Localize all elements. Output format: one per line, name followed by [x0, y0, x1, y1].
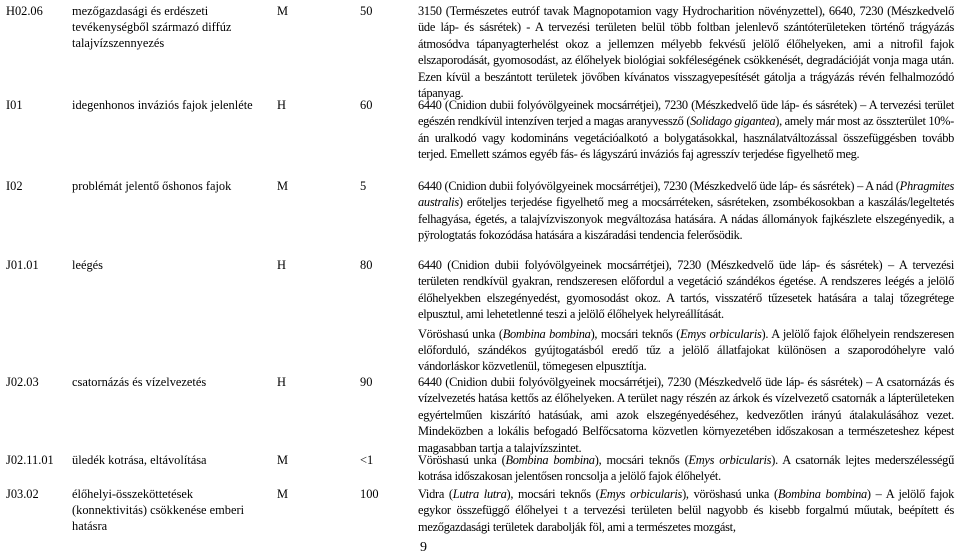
species-name: Emys orbicularis [688, 453, 772, 467]
description-paragraph [418, 3, 954, 101]
description-text: Vöröshasú unka ( [418, 453, 506, 467]
threat-name: csatornázás és vízelvezetés [72, 375, 207, 389]
threat-code: J02.11.01 [6, 453, 54, 467]
threat-code: I01 [6, 98, 23, 112]
species-name: Emys orbicularis [599, 487, 683, 501]
threat-description [418, 486, 954, 535]
description-text: 6440 (Cnidion dubii folyóvölgyeinek mocsárrétjei), 7230 (Mészkedvelő üde láp- és sásrétek) – A nád ( [418, 179, 900, 193]
description-text: ). A jelölő fajok élőhelyein rendszeresen előforduló, szándékos gyújtogatásból eredő tűz a jelölő állatfajokat különösen a szaporodóhelyre való vándorláskor közvetlenül, tömegesen elpusztítja. [418, 326, 954, 374]
threat-description [418, 3, 954, 101]
threat-code: J02.03 [6, 375, 39, 389]
threat-priority: M [277, 453, 289, 467]
species-name: Lutra lutra [452, 487, 507, 501]
description-paragraph [418, 486, 954, 535]
species-name: Phragmites australis [418, 179, 954, 210]
threat-priority: H [277, 98, 286, 112]
description-paragraph [418, 326, 954, 375]
threat-description [418, 452, 954, 485]
species-name: Bombina bombina [505, 453, 595, 467]
threat-code: I02 [6, 179, 23, 193]
description-text: ), mocsári teknős ( [506, 487, 600, 501]
description-text: ). A csatornák lejtes mederszélességű kotrása időszakosan jelentősen roncsolja a jelölő fajok élőhelyét. [418, 453, 954, 484]
threat-name: problémát jelentő őshonos fajok [72, 179, 232, 193]
description-text: ) – A jelölő fajok egykor összefüggő élőhelyei t a tervezési területen belül nagyobb és kisebb forgalmú műutak, beépített és mezőgazdasági területek darabolják föl, ami a természetes mozgást, [418, 487, 954, 534]
description-text: 3150 (Természetes eutróf tavak Magnopotamion vagy Hydrocharition növényzettel), 6640, 7230 (Mészkedvelő üde láp- és sásrétek) - A tervezési területen belül több foltban jelenlevő szántóterületeken történő trágyázás átmosódva tápanyagterhelést okoz a jellemzen mélyebb fekvésű jelölő élőhelyeken, ami a nitrofil fajok elszaporodását, gyomosodást, az élőhelyek biológiai sokféleségének csökkenését, degradációját vonja maga után. Ezen kívül a beszántott területek jövőben kívánatos visszagyepesítését gátolja a trágyázás révén felhalmozódó tápanyag. [418, 4, 954, 101]
threat-percent: 5 [360, 179, 367, 193]
description-text: ), amely már most az összterület 10%-án uralkodó vagy kodomináns vegetációalkotó a bolygatásokkal, használatváltozással összefüggésben tovább terjed. Emellett számos egyéb fás- és lágyszárú inváziós faj agresszív terjedése figyelhető meg. [418, 114, 954, 162]
description-text: 6440 (Cnidion dubii folyóvölgyeinek mocsárrétjei), 7230 (Mészkedvelő üde láp- és sásrétek) – A tervezési terület egészén rendkívül intenzíven terjed a magas aranyvessző ( [418, 98, 954, 129]
threat-percent: 50 [360, 4, 373, 18]
threat-name: idegenhonos inváziós fajok jelenléte [72, 98, 253, 112]
threat-priority: M [277, 179, 289, 193]
description-paragraph [418, 178, 954, 244]
threat-priority: H [277, 375, 286, 389]
page-number: 9 [420, 540, 427, 555]
species-name: Emys orbicularis [680, 326, 762, 341]
description-text: ), mocsári teknős ( [590, 326, 681, 341]
threat-name: élőhelyi-összeköttetések (konnektivitás) csökkenése emberi hatásra [72, 487, 245, 533]
description-paragraph [418, 257, 954, 323]
threat-name: üledék kotrása, eltávolítása [72, 453, 207, 467]
description-text: Vidra ( [418, 487, 453, 501]
species-name: Bombina bombina [777, 487, 867, 501]
threat-code: H02.06 [6, 4, 43, 18]
threat-percent: 100 [360, 487, 379, 501]
threat-priority: M [277, 4, 289, 18]
threat-name: mezőgazdasági és erdészeti tevékenységből származó diffúz talajvízszennyezés [72, 4, 232, 50]
threat-code: J01.01 [6, 258, 39, 272]
threat-description [418, 97, 954, 163]
threat-percent: <1 [360, 453, 374, 467]
description-text: ), vöröshasú unka ( [682, 487, 778, 501]
threat-description [418, 178, 954, 244]
description-text: 6440 (Cnidion dubii folyóvölgyeinek mocsárrétjei), 7230 (Mészkedvelő üde láp- és sásrétek) – A tervezési területen rendkívül gyakran, rendszeresen előfordul a vegetáció szándékos égetése. A rendszeres leégés a jelölő élőhelyekben elszegényedést, gyomosodást okoz. A tartós, visszatérő tűzesetek hatására a talaj tőzegrétege elpusztul, ami lehetetlenné teszi a jelölő élőhelyek helyreállítását. [418, 258, 954, 322]
description-paragraph [418, 452, 954, 485]
threat-code: J03.02 [6, 487, 39, 501]
threat-priority: M [277, 487, 289, 501]
threat-name: leégés [72, 258, 103, 272]
threat-percent: 80 [360, 258, 373, 272]
threat-description [418, 257, 954, 375]
threat-percent: 90 [360, 375, 373, 389]
description-paragraph [418, 97, 954, 163]
description-text: ) erőteljes terjedése figyelhető meg a mocsárréteken, sásréteken, zsombékosokban a kaszálás/legeltetés felhagyása, égetés, a talajvízviszonyok megváltozása hatására. A nádas állományok fajkészlete elszegényedik, a pÿrologtatás fokozódása hatására a kiszáradási tendencia felerősödik. [418, 195, 954, 243]
threat-percent: 60 [360, 98, 373, 112]
description-paragraph [418, 374, 954, 456]
species-name: Bombina bombina [502, 326, 591, 341]
threat-description [418, 374, 954, 456]
description-text: ), mocsári teknős ( [594, 453, 689, 467]
description-text: Vöröshasú unka ( [418, 326, 503, 341]
species-name: Solidago gigantea [690, 114, 776, 129]
description-text: 6440 (Cnidion dubii folyóvölgyeinek mocsárrétjei), 7230 (Mészkedvelő üde láp- és sásrétek) – A csatornázás és vízelvezetés hatása kettős az élőhelyeken. A terület nagy részén az árkok és vízelvezető csatornák a lápterületeken egyértelműen kiszárító hatásúak, ami azok elszegényedéséhez, kedvezőtlen irányú átalakulásához vezet. Mindeközben a lokális befogadó Belfőcsatorna közvetlen környezetében időszakosan a természeteshez képest magasabban tartja a talajvízszintet. [418, 375, 954, 455]
threat-priority: H [277, 258, 286, 272]
